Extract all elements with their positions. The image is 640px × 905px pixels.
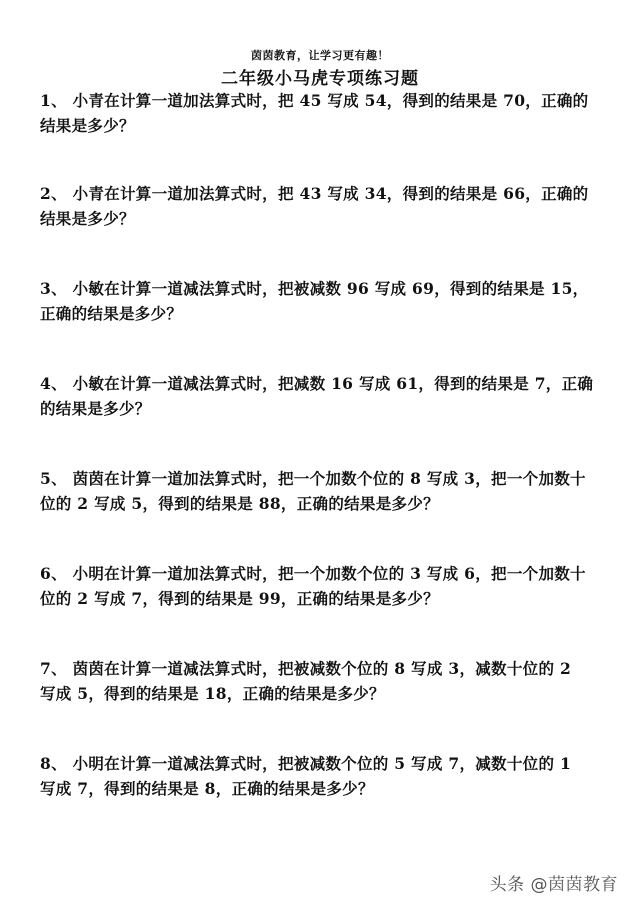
question-4-line-1: 4、 小敏在计算一道减法算式时，把减数 16 写成 61，得到的结果是 7，正确 [40, 374, 594, 393]
watermark: 头条 @茵茵教育 [489, 875, 618, 895]
question-8 [40, 751, 608, 801]
question-1-line-2: 结果是多少？ [40, 116, 135, 135]
question-2-line-2: 结果是多少？ [40, 209, 135, 228]
question-1 [40, 88, 608, 138]
question-5-line-1: 5、 茵茵在计算一道加法算式时，把一个加数个位的 8 写成 3，把一个加数十 [40, 469, 586, 488]
question-4-line-2: 的结果是多少？ [40, 399, 151, 418]
question-3-line-2: 正确的结果是多少？ [40, 304, 183, 323]
header-slogan: 茵茵教育，让学习更有趣！ [251, 49, 389, 62]
question-6-line-1: 6、 小明在计算一道加法算式时，把一个加数个位的 3 写成 6，把一个加数十 [40, 564, 586, 583]
question-3-line-1: 3、 小敏在计算一道减法算式时，把被减数 96 写成 69，得到的结果是 15， [40, 279, 589, 298]
question-5-line-2: 位的 2 写成 5，得到的结果是 88，正确的结果是多少？ [40, 494, 439, 513]
question-6-line-2: 位的 2 写成 7，得到的结果是 99，正确的结果是多少？ [40, 589, 439, 608]
question-5 [40, 466, 608, 516]
question-2 [40, 181, 608, 231]
question-7-line-2: 写成 5，得到的结果是 18，正确的结果是多少？ [40, 684, 385, 703]
question-1-line-1: 1、 小青在计算一道加法算式时，把 45 写成 54，得到的结果是 70，正确的 [40, 91, 589, 110]
question-6 [40, 561, 608, 611]
question-4 [40, 371, 608, 421]
question-7 [40, 656, 608, 706]
question-3 [40, 276, 608, 326]
question-8-line-1: 8、 小明在计算一道减法算式时，把被减数个位的 5 写成 7，减数十位的 1 [40, 754, 572, 773]
page-title: 二年级小马虎专项练习题 [221, 69, 419, 89]
question-2-line-1: 2、 小青在计算一道加法算式时，把 43 写成 34，得到的结果是 66，正确的 [40, 184, 589, 203]
question-8-line-2: 写成 7，得到的结果是 8，正确的结果是多少？ [40, 779, 374, 798]
question-7-line-1: 7、 茵茵在计算一道减法算式时，把被减数个位的 8 写成 3，减数十位的 2 [40, 659, 572, 678]
